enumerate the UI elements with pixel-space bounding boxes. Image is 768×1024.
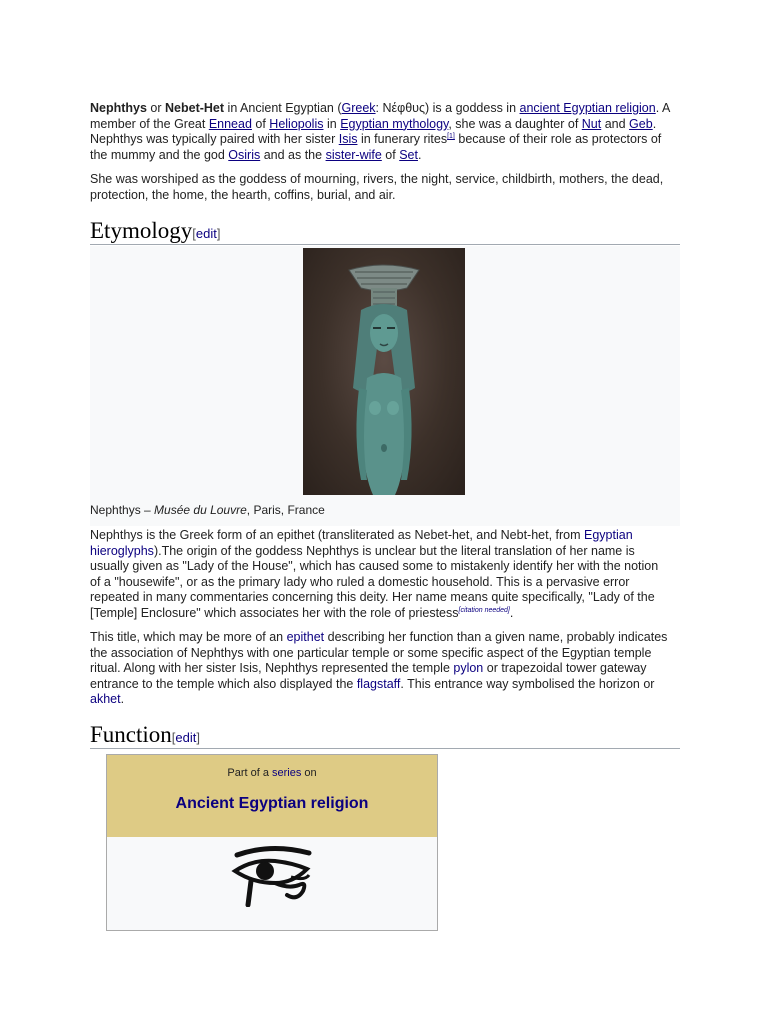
- intro-paragraph-2: She was worshiped as the goddess of mourning, rivers, the night, service, childbirth, mothers, the dead, protection, the home, the hearth, coffins, burial, and air.: [90, 172, 664, 202]
- link-osiris[interactable]: Osiris: [228, 147, 261, 162]
- section-heading-function: Function[edit]: [90, 722, 200, 747]
- link-geb[interactable]: Geb: [629, 116, 653, 131]
- link-greek[interactable]: Greek: [341, 101, 376, 115]
- edit-section-link: [edit]: [192, 226, 221, 241]
- nephthys-statue-image[interactable]: [303, 248, 465, 495]
- term-nebet-het: Nebet-Het: [165, 101, 225, 115]
- eye-of-horus-icon[interactable]: [231, 845, 313, 912]
- intro-paragraph-1: Nephthys or Nebet-Het in Ancient Egyptian (Greek: Νέφθυς) is a goddess in ancient Egyptian religion. A member of the Great Ennead of Heliopolis in Egyptian mythology, she was a daughter of Nut and Geb. Nephthys was typically paired with her sister Isis in funerary rites[1] because of their role as protectors of the mummy and the god Osiris and as the sister-wife of Set.: [90, 101, 670, 162]
- edit-function-link[interactable]: edit: [175, 730, 197, 745]
- link-flagstaff[interactable]: flagstaff: [356, 676, 401, 691]
- heading-divider: [90, 748, 680, 749]
- heading-divider: [90, 244, 680, 245]
- citation-1[interactable]: [1]: [447, 132, 455, 140]
- series-sidebar-box: [106, 754, 438, 931]
- etymology-paragraph-1: Nephthys is the Greek form of an epithet (transliterated as Nebet-het, and Nebt-het, from Egyptian hieroglyphs).The origin of the goddess Nephthys is unclear but the literal translation of her name is usually given as "Lady of the House", which has caused some to mistakenly identify her with the notion of a "housewife", or as the primary lady who ruled a domestic household. This is a pervasive error repeated in many commentaries concerning this deity. Her name means quite specifically, "Lady of the [Temple] Enclosure" which associates her with the role of priestess[citation needed].: [90, 528, 659, 620]
- series-part-of: Part of a series on: [227, 767, 317, 779]
- link-akhet[interactable]: akhet: [90, 692, 121, 706]
- edit-etymology-link[interactable]: edit: [195, 226, 217, 241]
- figure-nephthys: [90, 246, 680, 526]
- link-isis[interactable]: Isis: [338, 132, 358, 146]
- link-series[interactable]: series: [272, 767, 302, 779]
- edit-section-link: [edit]: [171, 730, 200, 745]
- etymology-paragraph-2: This title, which may be more of an epithet describing her function than a given name, probably indicates the association of Nephthys with one particular temple or some specific aspect of the Egyptian temple ritual. Along with her sister Isis, Nephthys represented the temple pylon or trapezoidal tower gateway entrance to the temple which also displayed the flagstaff. This entrance way symbolised the horizon or akhet.: [90, 630, 668, 706]
- series-header: [107, 755, 437, 837]
- statue-illustration: [303, 248, 465, 495]
- section-heading-etymology: Etymology[edit]: [90, 218, 221, 243]
- link-epithet[interactable]: epithet: [286, 630, 325, 644]
- link-nut[interactable]: Nut: [581, 116, 602, 131]
- link-ancient-egyptian-religion[interactable]: ancient Egyptian religion: [519, 101, 656, 115]
- term-nephthys: Nephthys: [90, 101, 147, 115]
- figure-caption: Nephthys – Musée du Louvre, Paris, France: [90, 503, 325, 517]
- link-heliopolis[interactable]: Heliopolis: [269, 116, 324, 131]
- series-title[interactable]: Ancient Egyptian religion: [175, 795, 369, 812]
- link-egyptian-mythology[interactable]: Egyptian mythology: [340, 116, 449, 131]
- link-ennead[interactable]: Ennead: [208, 116, 252, 131]
- link-pylon[interactable]: pylon: [453, 661, 484, 675]
- link-sister-wife[interactable]: sister-wife: [325, 147, 382, 162]
- link-egyptian-hieroglyphs[interactable]: Egyptian hieroglyphs: [90, 528, 633, 558]
- citation-needed[interactable]: [citation needed]: [458, 606, 510, 614]
- link-set[interactable]: Set: [399, 147, 418, 162]
